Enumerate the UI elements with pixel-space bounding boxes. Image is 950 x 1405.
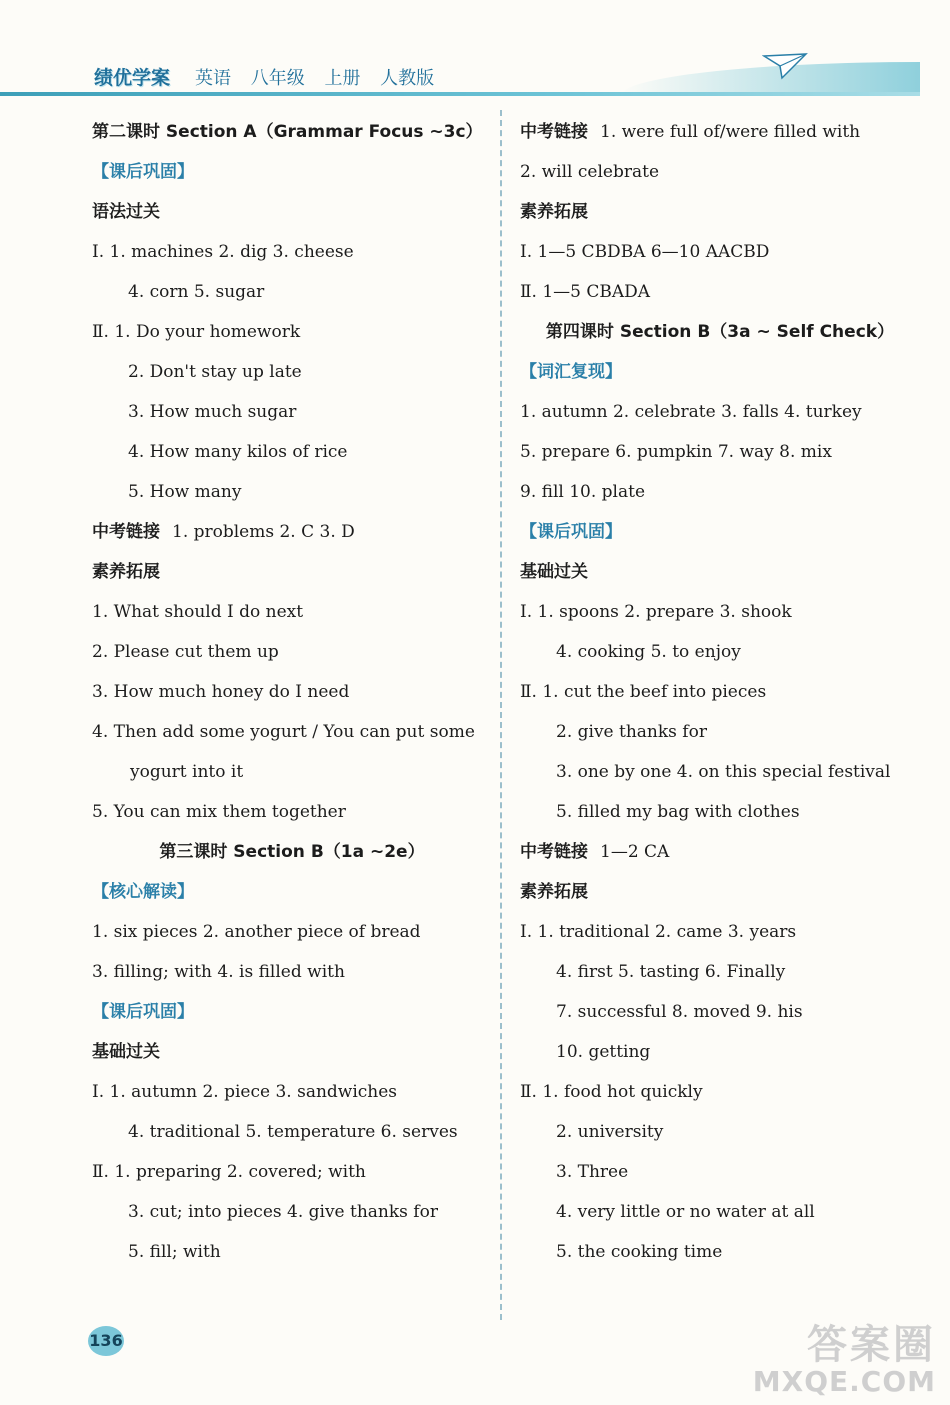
answer-line: 5. How many [128,482,242,502]
answer-line: 5. filled my bag with clothes [556,802,800,822]
answer-line: 3. How much sugar [128,402,297,422]
answer-line: yogurt into it [130,762,244,782]
watermark-url: MXQE.COM [752,1365,936,1398]
book-logo: 绩优学案 [94,67,171,89]
answer-line: 3. cut; into pieces 4. give thanks for [128,1202,438,1222]
answer-line: 2. Don't stay up late [128,362,302,382]
answer-line: Ⅰ. 1. machines 2. dig 3. cheese [92,242,354,262]
subsection-heading: 基础过关 [92,1042,160,1062]
answer-line: 4. cooking 5. to enjoy [556,642,741,662]
answer-line [520,112,920,152]
answer-line: Ⅱ. 1. Do your homework [92,322,301,342]
answer-line: 4. traditional 5. temperature 6. serves [128,1122,458,1142]
answer-line: 1. six pieces 2. another piece of bread [92,922,421,942]
answer-line: Ⅱ. 1. food hot quickly [520,1082,703,1102]
left-column [92,112,492,1272]
watermark-text: 答案圈 [807,1322,936,1368]
answer-line [520,832,920,872]
page-header [0,50,950,98]
subsection-heading: 素养拓展 [92,562,160,582]
answer-line: 4. first 5. tasting 6. Finally [556,962,786,982]
answer-line: 4. How many kilos of rice [128,442,348,462]
section-tag: 【课后巩固】 [520,522,622,542]
watermark-logo [736,1323,936,1399]
subsection-heading: 基础过关 [520,562,588,582]
subsection-heading: 语法过关 [92,202,160,222]
section-tag: 【课后巩固】 [92,1002,194,1022]
section-tag: 【核心解读】 [92,882,194,902]
answer-line: 4. Then add some yogurt / You can put some [92,722,475,742]
book-subtitle: 英语 八年级 上册 人教版 [195,68,435,89]
section-title: 第三课时 Section B（1a ~2e） [159,842,425,862]
answer-line: Ⅱ. 1—5 CBADA [520,282,651,302]
answer-line: 5. You can mix them together [92,802,346,822]
section-tag: 【词汇复现】 [520,362,622,382]
answer-line: Ⅰ. 1. autumn 2. piece 3. sandwiches [92,1082,398,1102]
answer-line: 3. filling; with 4. is filled with [92,962,345,982]
answer-line: 2. university [556,1122,664,1142]
header-band [0,92,920,96]
section-title: 第二课时 Section A（Grammar Focus ~3c） [92,122,483,142]
answer-line: 4. corn 5. sugar [128,282,265,302]
answer-line: 2. Please cut them up [92,642,279,662]
section-tag: 【课后巩固】 [92,162,194,182]
subsection-heading: 素养拓展 [520,882,588,902]
answer-line: 4. very little or no water at all [556,1202,815,1222]
answer-line: 5. prepare 6. pumpkin 7. way 8. mix [520,442,832,462]
answer-text: 1. problems 2. C 3. D [172,522,355,542]
answer-line: 3. one by one 4. on this special festival [556,762,891,782]
right-column [520,112,920,1272]
answer-text: 1—2 CA [600,842,670,862]
answer-line: 5. fill; with [128,1242,221,1262]
answer-line: 3. How much honey do I need [92,682,350,702]
subsection-heading: 素养拓展 [520,202,588,222]
answer-line: Ⅰ. 1. spoons 2. prepare 3. shook [520,602,792,622]
page-number: 136 [88,1326,124,1356]
answer-line: 10. getting [556,1042,651,1062]
answer-line: 5. the cooking time [556,1242,723,1262]
answer-line: Ⅱ. 1. cut the beef into pieces [520,682,767,702]
answer-line: 2. will celebrate [520,162,660,182]
answer-line: Ⅰ. 1. traditional 2. came 3. years [520,922,797,942]
answer-line [92,512,492,552]
paper-plane-icon [762,52,808,82]
exam-link-label: 中考链接 [520,842,588,862]
answer-line: Ⅰ. 1—5 CBDBA 6—10 AACBD [520,242,770,262]
answer-line: Ⅱ. 1. preparing 2. covered; with [92,1162,366,1182]
section-title: 第四课时 Section B（3a ~ Self Check） [545,322,895,342]
answer-line: 3. Three [556,1162,629,1182]
answer-line: 1. What should I do next [92,602,304,622]
answer-line: 9. fill 10. plate [520,482,646,502]
exam-link-label: 中考链接 [520,122,588,142]
column-divider [500,110,502,1320]
answer-line: 7. successful 8. moved 9. his [556,1002,803,1022]
answer-line: 2. give thanks for [556,722,707,742]
answer-line: 1. autumn 2. celebrate 3. falls 4. turkey [520,402,862,422]
exam-link-label: 中考链接 [92,522,160,542]
answer-text: 1. were full of/were filled with [600,122,861,142]
